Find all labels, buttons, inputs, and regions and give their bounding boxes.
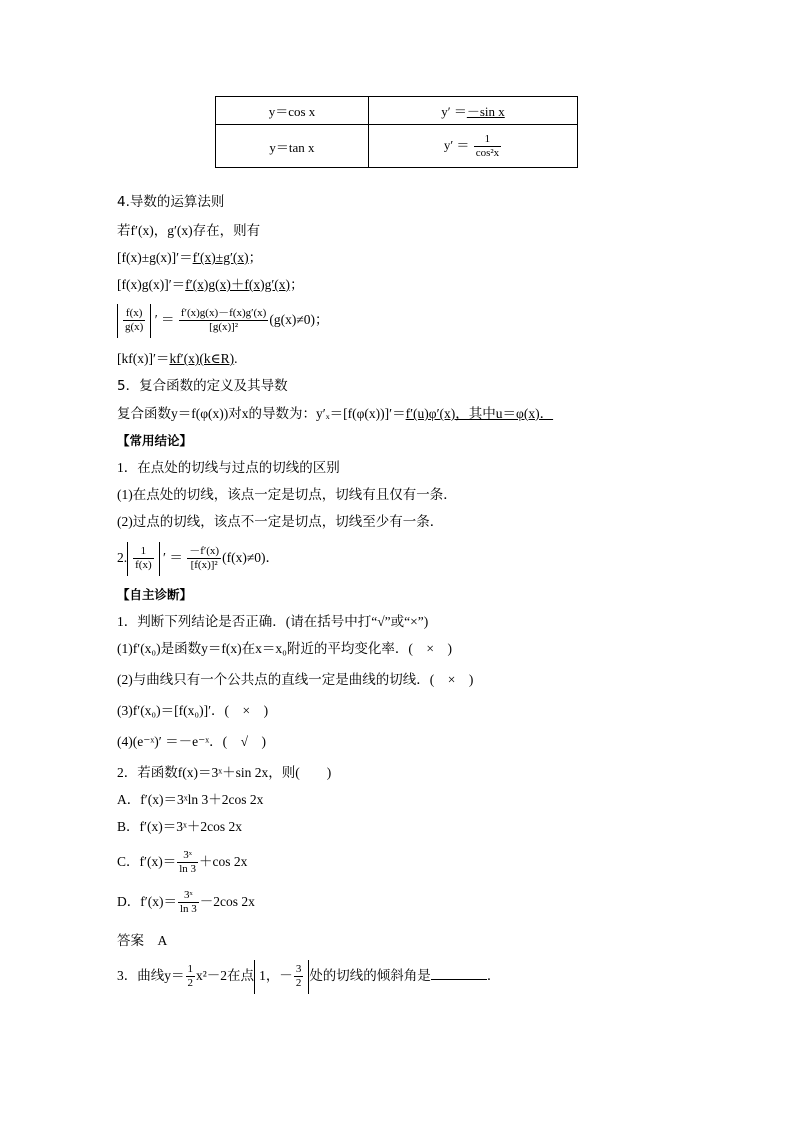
section-heading: 5．复合函数的定义及其导数 [117, 378, 288, 394]
text-line: (1)在点处的切线，该点一定是切点，切线有且仅有一条． [117, 487, 457, 502]
table-cell: y′ ＝－sin x [369, 97, 578, 125]
fraction: $\frac{1}{2}$ [187, 963, 193, 990]
text-line: 若f′(x)，g′(x)存在，则有 [117, 223, 261, 238]
question-1b: (2)与曲线只有一个公共点的直线一定是曲线的切线．( × ) [117, 672, 474, 687]
fraction: $\frac{f'(x)g(x)-f(x)g'(x)}{\text{[g(x)]²}}$ [180, 307, 267, 334]
fraction: $\frac{\text{3ˣ}}{\ln 3}$ [179, 889, 197, 916]
option-c: C．f′(x)＝ $\frac{\text{3ˣ}}{\ln 3}$ ＋cos 2x [117, 849, 248, 876]
reciprocal-rule: 2. $\frac{1}{f(x)}$ ′ ＝ $\frac{-f'(x)}{\text{[f(x)]²}}$ (f(x)≠0)． [117, 540, 279, 576]
option-a: A．f′(x)＝3ˣln 3＋2cos 2x [117, 792, 264, 807]
derivative-table [215, 96, 578, 168]
question-3: 3．曲线y＝ $\frac{1}{2}$ x²－2在点 1，－ $\frac{3}{2}$ 处的切线的倾斜角是 ． [117, 958, 500, 994]
text-line: (2)过点的切线，该点不一定是切点，切线至少有一条． [117, 514, 444, 529]
section-heading: 4.导数的运算法则 [117, 194, 225, 210]
question-1d: (4)(e⁻ˣ)′ ＝－e⁻ˣ．( √ ) [117, 734, 267, 749]
question-2: 2．若函数f(x)＝3ˣ＋sin 2x，则( ) [117, 765, 332, 780]
answer-blank [431, 965, 487, 980]
table-row [216, 125, 578, 168]
question-1: 1．判断下列结论是否正确．(请在括号中打“√”或“×”) [117, 614, 429, 629]
table-cell: y＝tan x [216, 125, 369, 168]
fraction: $\frac{\text{3ˣ}}{\ln 3}$ [179, 849, 197, 876]
diagnosis-tag: 【自主诊断】 [117, 587, 193, 602]
rule-sum: [f(x)±g(x)]′＝f′(x)±g′(x)； [117, 250, 263, 265]
option-d: D．f′(x)＝ $\frac{\text{3ˣ}}{\ln 3}$ －2cos 2x [117, 889, 255, 916]
option-b: B．f′(x)＝3ˣ＋2cos 2x [117, 819, 242, 834]
rule-product: [f(x)g(x)]′＝f′(x)g(x)＋f(x)g′(x)； [117, 277, 304, 292]
table-cell: y′ ＝ $\frac{1}{\text{cos²x}}$ [369, 125, 578, 168]
composite-definition: 复合函数y＝f(φ(x))对x的导数为：y′ₓ＝[f(φ(x))]′＝f′(u)φ′(x)，其中u＝φ(x)． [117, 406, 554, 421]
fraction: $\frac{-f'(x)}{\text{[f(x)]²}}$ [189, 545, 220, 572]
rule-scalar: [kf(x)]′＝kf′(x)(k∈R). [117, 351, 238, 366]
rule-quotient: $\frac{f(x)}{g(x)}$ ′ ＝ $\frac{f'(x)g(x)-f(x)g'(x)}{\text{[g(x)]²}}$ (g(x)≠0)； [117, 302, 329, 338]
fraction: $\frac{f(x)}{g(x)}$ [125, 307, 144, 334]
fraction: $\frac{3}{2}$ [295, 963, 302, 990]
question-1c: (3)f′(x₀)＝[f(x₀)]′．( × ) [117, 703, 269, 718]
question-1a: (1)f′(x₀)是函数y＝f(x)在x＝x₀附近的平均变化率．( × ) [117, 641, 452, 656]
conclusions-tag: 【常用结论】 [117, 433, 193, 448]
fraction: $\frac{1}{\text{cos²x}}$ [475, 132, 500, 159]
fraction: $\frac{1}{f(x)}$ [135, 545, 152, 572]
answer: 答案 A [117, 933, 168, 948]
table-row [216, 97, 578, 125]
table-cell: y＝cos x [216, 97, 369, 125]
text-line: 1．在点处的切线与过点的切线的区别 [117, 460, 340, 475]
